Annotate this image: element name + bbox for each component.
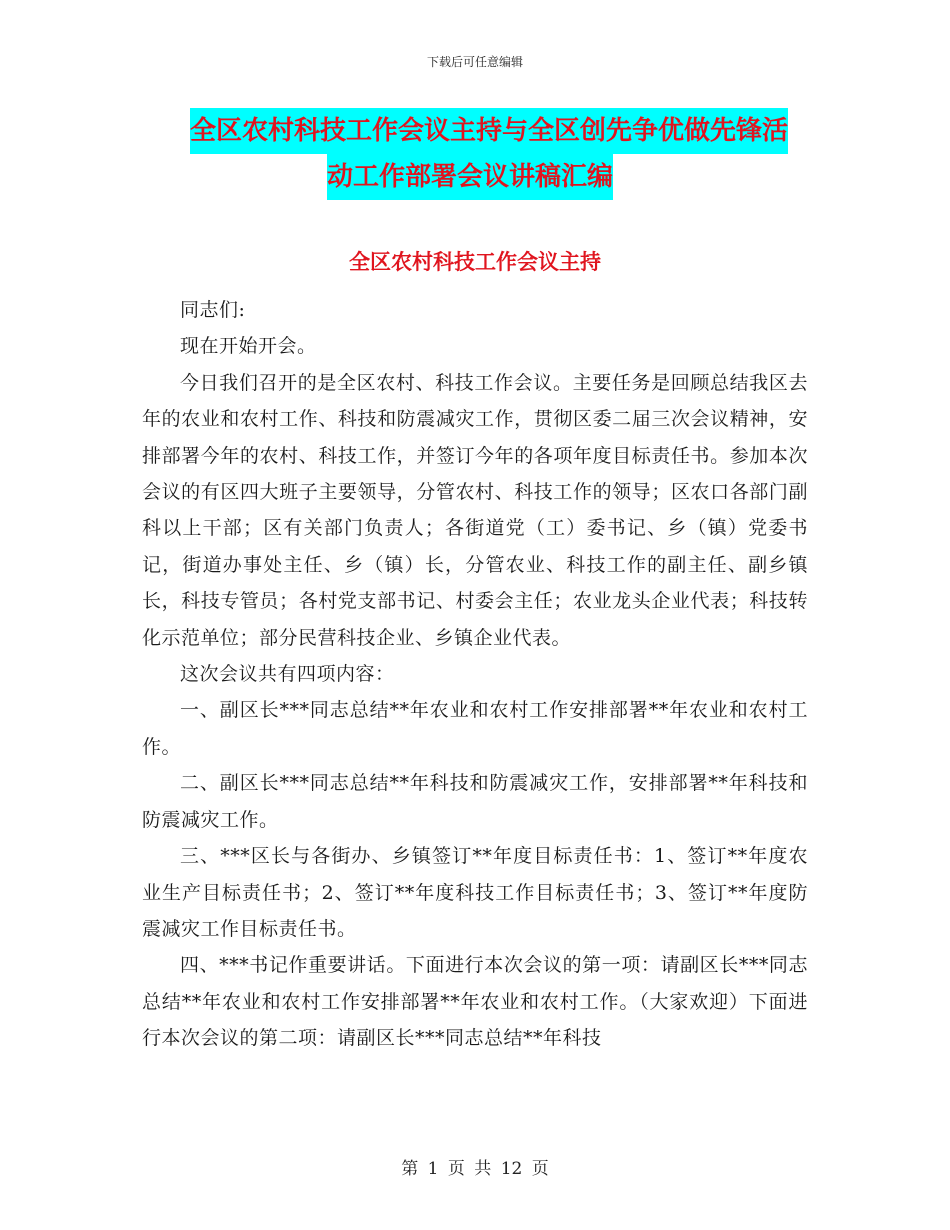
document-body — [142, 292, 808, 1057]
page-number-footer: 第 1 页 共 12 页 — [401, 1159, 549, 1179]
section-title: 全区农村科技工作会议主持 — [349, 250, 601, 274]
paragraph-salutation: 同志们: — [180, 299, 246, 321]
document-title-line-1: 全区农村科技工作会议主持与全区创先争优做先锋活 — [190, 108, 788, 154]
paragraph-introduction: 今日我们召开的是全区农村、科技工作会议。主要任务是回顾总结我区去年的农业和农村工作、科技和防震减灾工作，贯彻区委二届三次会议精神，安排部署今年的农村、科技工作，并签订今年的各项年度目标责任书。参加本次会议的有区四大班子主要领导，分管农村、科技工作的领导；区农口各部门副科以上干部；区有关部门负责人；各街道党（工）委书记、乡（镇）党委书记，街道办事处主任、乡（镇）长，分管农业、科技工作的副主任、副乡镇长，科技专管员；各村党支部书记、村委会主任；农业龙头企业代表；科技转化示范单位；部分民营科技企业、乡镇企业代表。 — [142, 371, 808, 649]
paragraph-opening: 现在开始开会。 — [180, 335, 317, 358]
paragraph-agenda-intro: 这次会议共有四项内容： — [180, 663, 395, 686]
header-note: 下载后可任意编辑 — [426, 55, 523, 69]
paragraph-agenda-item-3: 三、***区长与各街办、乡镇签订**年度目标责任书：1、签订**年度农业生产目标责任书；2、签订**年度科技工作目标责任书；3、签订**年度防震减灾工作目标责任书。 — [142, 845, 808, 940]
document-title — [190, 108, 830, 200]
paragraph-agenda-item-2: 二、副区长***同志总结**年科技和防震减灾工作，安排部署**年科技和防震减灾工作。 — [142, 772, 808, 831]
paragraph-agenda-item-1: 一、副区长***同志总结**年农业和农村工作安排部署**年农业和农村工作。 — [142, 699, 808, 758]
paragraph-agenda-item-4: 四、***书记作重要讲话。下面进行本次会议的第一项：请副区长***同志总结**年农业和农村工作安排部署**年农业和农村工作。（大家欢迎）下面进行本次会议的第二项：请副区长***同志总结**年科技 — [142, 954, 808, 1050]
document-title-line-2: 动工作部署会议讲稿汇编 — [327, 154, 613, 200]
